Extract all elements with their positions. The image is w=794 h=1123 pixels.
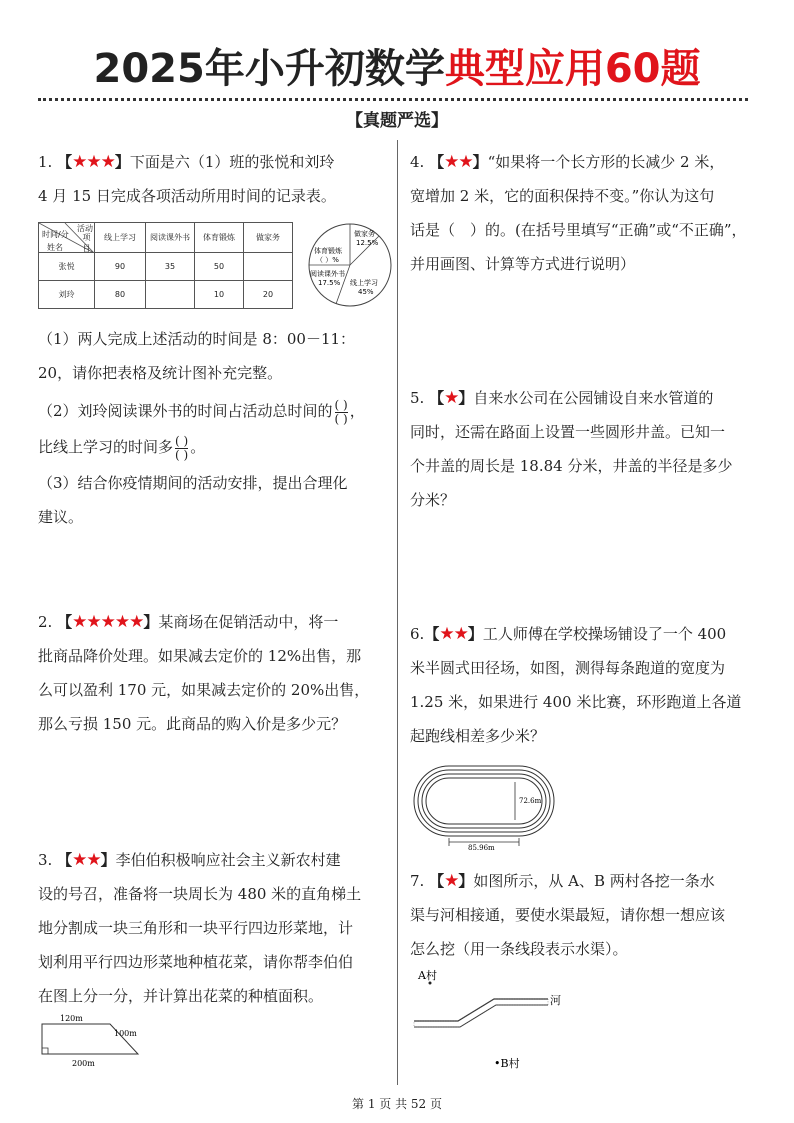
- q2-stars: ★★★★★: [72, 612, 144, 632]
- q3-number: 3.: [38, 851, 53, 869]
- q1-part1a: （1）两人完成上述活动的时间是 8：00－11：: [38, 330, 356, 348]
- question-3: 3. 【★★】李伯伯积极响应社会主义新农村建 设的号召，准备将一块周长为 480 米的直角梯土 地分割成一块三角形和一块平行四边形菜地，计 划利用平行四边形菜地种植花菜，请你帮李伯伯 在图上分一分，并计算出花菜的种植面积。: [38, 850, 362, 1005]
- q1-part2b: 比线上学习的时间多: [38, 438, 174, 456]
- q1-part3b: 建议。: [38, 508, 84, 526]
- q1-line1: 下面是六（1）班的张悦和刘玲: [129, 153, 335, 171]
- svg-text:线上学习: 线上学习: [350, 279, 378, 287]
- table-row: 张悦 90 35 50: [39, 253, 293, 281]
- svg-text:•B村: •B村: [494, 1057, 520, 1070]
- q6-running-track-figure: [410, 762, 560, 852]
- q5-stars: ★: [444, 388, 459, 408]
- q5-number: 5.: [410, 389, 425, 407]
- q7-number: 7.: [410, 872, 425, 890]
- q1-pie-chart: [306, 220, 394, 310]
- svg-text:200m: 200m: [72, 1059, 95, 1068]
- q1-record-table: [38, 222, 293, 309]
- svg-text:A村: A村: [418, 969, 437, 982]
- table-header: 阅读课外书: [146, 223, 195, 253]
- question-7: 7. 【★】如图所示，从 A、B 两村各挖一条水 渠与河相接通，要使水渠最短，请你想一想应该 怎么挖（用一条线段表示水渠）。: [410, 871, 726, 958]
- svg-text:（ ）%: （ ）%: [316, 256, 339, 264]
- svg-text:120m: 120m: [60, 1014, 83, 1023]
- svg-text:100m: 100m: [114, 1029, 137, 1038]
- q2-number: 2.: [38, 613, 53, 631]
- table-header: 线上学习: [95, 223, 146, 253]
- q7-river-figure: [410, 965, 580, 1075]
- q4-stars: ★★: [444, 152, 473, 172]
- q7-stars: ★: [444, 871, 459, 891]
- svg-text:85.96m: 85.96m: [468, 844, 495, 852]
- question-1: 1. 【★★★】下面是六（1）班的张悦和刘玲 4 月 15 日完成各项活动所用时间的记录表。: [38, 145, 388, 213]
- q1-part3a: （3）结合你疫情期间的活动安排，提出合理化: [38, 474, 348, 492]
- table-header: 做家务: [244, 223, 293, 253]
- q4-number: 4.: [410, 153, 425, 171]
- q3-trapezoid-figure: [38, 1010, 148, 1070]
- table-corner: 时间/分 活动 项目 姓名: [39, 223, 95, 253]
- column-divider: [397, 140, 398, 1085]
- svg-text:12.5%: 12.5%: [356, 239, 379, 247]
- svg-text:72.6m: 72.6m: [519, 797, 542, 805]
- title-red: 典型应用60题: [444, 46, 701, 92]
- svg-text:河: 河: [550, 994, 561, 1007]
- svg-text:体育锻炼: 体育锻炼: [314, 247, 342, 255]
- page-number: 第 1 页 共 52 页: [352, 1097, 442, 1111]
- subtitle: 【真题严选】: [346, 111, 448, 131]
- question-5: 5. 【★】自来水公司在公园铺设自来水管道的 同时，还需在路面上设置一些圆形井盖。已知一 个井盖的周长是 18.84 分米，井盖的半径是多少 分米？: [410, 388, 733, 509]
- question-6: 6.【★★】工人师傅在学校操场铺设了一个 400 米半圆式田径场，如图，测得每条跑道的宽度为 1.25 米，如果进行 400 米比赛，环形跑道上各道 起跑线相差多少米？: [410, 624, 742, 745]
- svg-text:45%: 45%: [358, 288, 374, 296]
- q6-stars: ★★: [439, 624, 468, 644]
- svg-text:做家务: 做家务: [354, 230, 375, 238]
- q1-parts: （1）两人完成上述活动的时间是 8：00－11： 20，请你把表格及统计图补充完整。 （2）刘玲阅读课外书的时间占活动总时间的 $\frac{( )}{( )}$ ， 比线上学习的时间多 $\frac{( )}{( )}$ 。 （3）结合你疫情期间的活动安排，提出合理化 建议。: [38, 322, 390, 534]
- page-title: [0, 44, 794, 94]
- question-2: 2. 【★★★★★】某商场在促销活动中，将一 批商品降价处理。如果减去定价的 12%出售，那 么可以盈利 170 元，如果减去定价的 20%出售， 那么亏损 150 元。此商品的购入价是多少元？: [38, 612, 370, 733]
- title-black: 2025年小升初数学: [93, 46, 445, 92]
- q1-part2a: （2）刘玲阅读课外书的时间占活动总时间的: [38, 402, 333, 420]
- q1-stars: ★★★: [72, 152, 115, 172]
- fraction-blank: $\frac{( )}{( )}$: [334, 397, 348, 426]
- q6-number: 6.: [410, 625, 425, 643]
- table-row: 刘玲 80 10 20: [39, 281, 293, 309]
- svg-text:阅读课外书: 阅读课外书: [310, 270, 345, 278]
- q1-part1b: 20，请你把表格及统计图补充完整。: [38, 364, 283, 382]
- fraction-blank: $\frac{( )}{( )}$: [175, 433, 189, 462]
- q1-number: 1.: [38, 153, 53, 171]
- svg-text:17.5%: 17.5%: [318, 279, 341, 287]
- q3-stars: ★★: [72, 850, 101, 870]
- table-header: 体育锻炼: [195, 223, 244, 253]
- q1-line2: 4 月 15 日完成各项活动所用时间的记录表。: [38, 187, 336, 205]
- dotted-divider: [38, 98, 748, 101]
- question-4: 4. 【★★】“如果将一个长方形的长减少 2 米， 宽增加 2 米，它的面积保持不变。”你认为这句 话是（ ）的。(在括号里填写“正确”或“不正确”， 并用画图、计算等方式进行说明）: [410, 152, 747, 273]
